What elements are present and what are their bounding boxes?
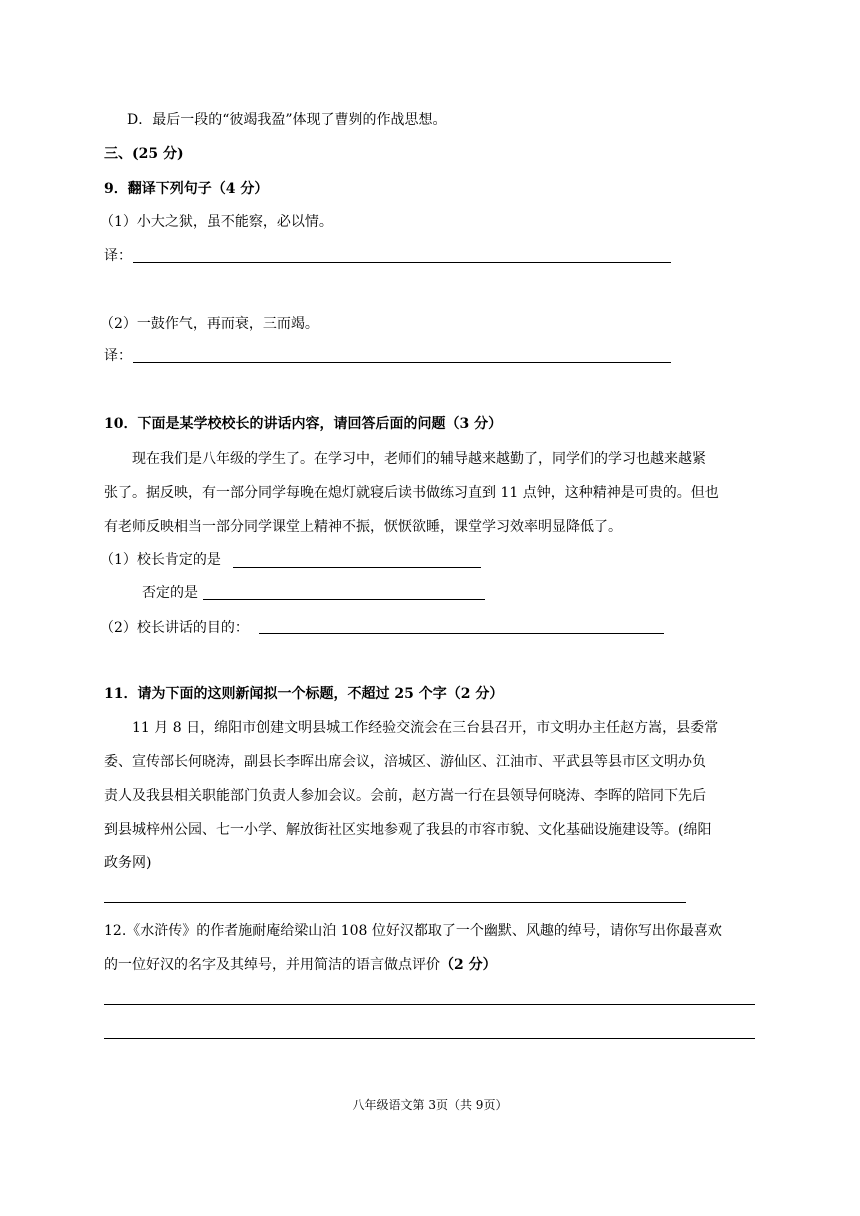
q11-answer-line[interactable] (104, 902, 686, 903)
q12-answer-line-2[interactable] (104, 1038, 755, 1039)
q12-line-2 (104, 955, 497, 975)
q11-para-line-2: 委、宣传部长何晓涛，副县长李晖出席会议，涪城区、游仙区、江油市、平武县等县市区文明办负 (104, 754, 706, 770)
q10-title: 10．下面是某学校校长的讲话内容，请回答后面的问题（3 分） (104, 416, 503, 432)
q10-answer-2-label: （2）校长讲话的目的： (100, 620, 249, 636)
q10-para-line-2: 张了。据反映，有一部分同学每晚在熄灯就寝后读书做练习直到 11 点钟，这种精神是可贵的。但也 (104, 485, 719, 501)
q10-answer-1b-label: 否定的是 (142, 585, 198, 601)
q12-line-2-text: 的一位好汉的名字及其绰号，并用简洁的语言做点评价 (104, 957, 440, 973)
q9-title: 9．翻译下列句子（4 分） (104, 181, 269, 197)
q10-para-line-1: 现在我们是八年级的学生了。在学习中，老师们的辅导越来越勤了，同学们的学习也越来越紧 (132, 451, 706, 467)
section-3-heading: 三、(25 分) (104, 146, 184, 162)
q10-answer-1-line[interactable] (233, 567, 481, 568)
q9-answer-line-1[interactable] (133, 262, 671, 263)
q8-option-d: D．最后一段的“彼竭我盈”体现了曹刿的作战思想。 (127, 112, 447, 128)
q9-sentence-1: （1）小大之狱，虽不能察，必以情。 (100, 214, 333, 230)
q9-answer-label-2: 译： (104, 348, 132, 364)
q10-answer-1b-line[interactable] (203, 599, 485, 600)
q12-answer-line-1[interactable] (104, 1004, 755, 1005)
q10-answer-2-line[interactable] (259, 633, 664, 634)
q11-para-line-1: 11 月 8 日，绵阳市创建文明县城工作经验交流会在三台县召开，市文明办主任赵方嵩，县委常 (132, 720, 719, 736)
q11-para-line-4: 到县城梓州公园、七一小学、解放街社区实地参观了我县的市容市貌、文化基础设施建设等。(绵阳 (104, 822, 712, 838)
q10-para-line-3: 有老师反映相当一部分同学课堂上精神不振，恹恹欲睡，课堂学习效率明显降低了。 (104, 519, 622, 535)
q12-points: （2 分） (440, 957, 497, 973)
q12-line-1: 12.《水浒传》的作者施耐庵给梁山泊 108 位好汉都取了一个幽默、风趣的绰号，请你写出你最喜欢 (104, 923, 722, 939)
q9-answer-label-1: 译： (104, 248, 132, 264)
page-footer: 八年级语文第 3页（共 9页） (352, 1098, 508, 1112)
q10-answer-1-label: （1）校长肯定的是 (100, 552, 221, 568)
q11-para-line-3: 责人及我县相关职能部门负责人参加会议。会前，赵方嵩一行在县领导何晓涛、李晖的陪同下先后 (104, 788, 706, 804)
q9-answer-line-2[interactable] (133, 362, 671, 363)
q11-para-line-5: 政务网) (104, 855, 152, 871)
q11-title: 11．请为下面的这则新闻拟一个标题，不超过 25 个字（2 分） (104, 686, 504, 702)
q9-sentence-2: （2）一鼓作气，再而衰，三而竭。 (100, 316, 319, 332)
